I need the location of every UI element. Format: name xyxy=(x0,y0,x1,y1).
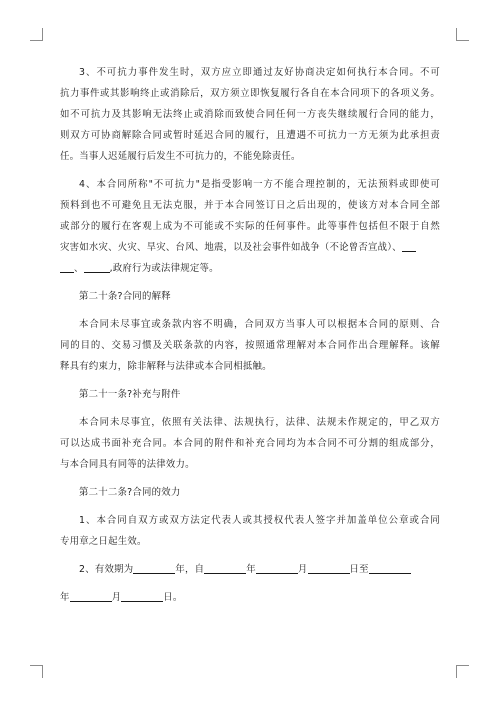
separator-text: 、 xyxy=(74,263,84,274)
text-line: 同的目的、交易习惯及关联条款的内容，按照通常理解对本合同作出合理解释。该解 xyxy=(60,340,440,351)
text-line xyxy=(60,559,440,580)
text-line xyxy=(60,587,440,608)
paragraph-article-21 xyxy=(60,412,440,475)
text-line: 任。当事人迟延履行后发生不可抗力的，不能免除责任。 xyxy=(60,151,301,162)
paragraph-force-majeure-3 xyxy=(60,62,440,167)
paragraph-article-20 xyxy=(60,314,440,377)
paragraph-validity-period xyxy=(60,559,440,608)
text-run: 年，自 xyxy=(175,564,205,575)
text-line: 则双方可协商解除合同或暂时延迟合同的履行，且遭遇不可抗力一方无须为此承担责 xyxy=(60,130,440,141)
text-run: 2、有效期为 xyxy=(79,564,134,575)
article-21-heading: 第二十一条?补充与附件 xyxy=(79,389,181,400)
paragraph-force-majeure-4 xyxy=(60,174,440,279)
fill-blank-duration xyxy=(133,562,175,574)
text-line: 与本合同具有同等的法律效力。 xyxy=(60,459,195,470)
crop-mark-top-right xyxy=(456,28,469,41)
fill-blank xyxy=(60,261,74,273)
crop-mark-bottom-right xyxy=(456,665,469,678)
text-line: 预料到也不可避免且无法克服，并于本合同签订日之后出现的，使该方对本合同全部 xyxy=(60,200,440,211)
text-line: 释具有约束力，除非解释与法律或本合同相抵触。 xyxy=(60,361,272,372)
text-line: 可以达成书面补充合同。本合同的附件和补充合同均为本合同不可分割的组成部分， xyxy=(60,438,440,449)
text-line xyxy=(60,258,440,279)
text-run: 年 xyxy=(60,592,70,603)
text-line: 本合同未尽事宜，依照有关法律、法规执行，法律、法规未作规定的，甲乙双方 xyxy=(79,417,440,428)
fill-blank xyxy=(402,240,416,252)
fill-blank-start-month xyxy=(256,562,298,574)
text-run: ,政府行为或法律规定等。 xyxy=(109,263,219,274)
text-run: 年 xyxy=(246,564,256,575)
text-line: 专用章之日起生效。 xyxy=(60,536,147,547)
fill-blank-end-day xyxy=(121,590,163,602)
text-line: 或部分的履行在客观上成为不可能或不实际的任何事件。此等事件包括但不限于自然 xyxy=(60,221,440,232)
text-line: 本合同未尽事宜或条款内容不明确，合同双方当事人可以根据本合同的原则、合 xyxy=(79,319,440,330)
text-line: 抗力事件或其影响终止或消除后，双方须立即恢复履行各自在本合同项下的各项义务。 xyxy=(60,88,440,99)
article-20-heading: 第二十条?合同的解释 xyxy=(79,291,171,302)
crop-mark-top-left xyxy=(30,28,43,41)
fill-blank-start-day xyxy=(308,562,350,574)
text-line: 4、本合同所称"不可抗力"是指受影响一方不能合理控制的，无法预料或即使可 xyxy=(79,179,440,190)
text-line xyxy=(60,237,440,258)
fill-blank-end-year xyxy=(369,562,411,574)
fill-blank-end-month xyxy=(70,590,112,602)
fill-blank xyxy=(84,261,110,273)
crop-mark-bottom-left xyxy=(30,665,43,678)
text-line: 3、不可抗力事件发生时，双方应立即通过友好协商决定如何执行本合同。不可 xyxy=(79,67,440,78)
text-run: 月 xyxy=(111,592,122,603)
text-run: 月 xyxy=(297,564,308,575)
article-22-heading: 第二十二条?合同的效力 xyxy=(79,487,181,498)
text-run: 日。 xyxy=(163,592,183,603)
text-line: 1、本合同自双方或双方法定代表人或其授权代表人签字并加盖单位公章或合同 xyxy=(79,515,440,526)
text-line: 如不可抗力及其影响无法终止或消除而致使合同任何一方丧失继续履行合同的能力， xyxy=(60,109,440,120)
document-body xyxy=(60,62,440,608)
fill-blank-start-year xyxy=(204,562,246,574)
text-run: 日至 xyxy=(349,564,369,575)
paragraph-article-22-1 xyxy=(60,510,440,552)
text-run: 灾害如水灾、火灾、旱灾、台风、地震，以及社会事件如战争（不论曾否宣战）、 xyxy=(60,242,402,253)
